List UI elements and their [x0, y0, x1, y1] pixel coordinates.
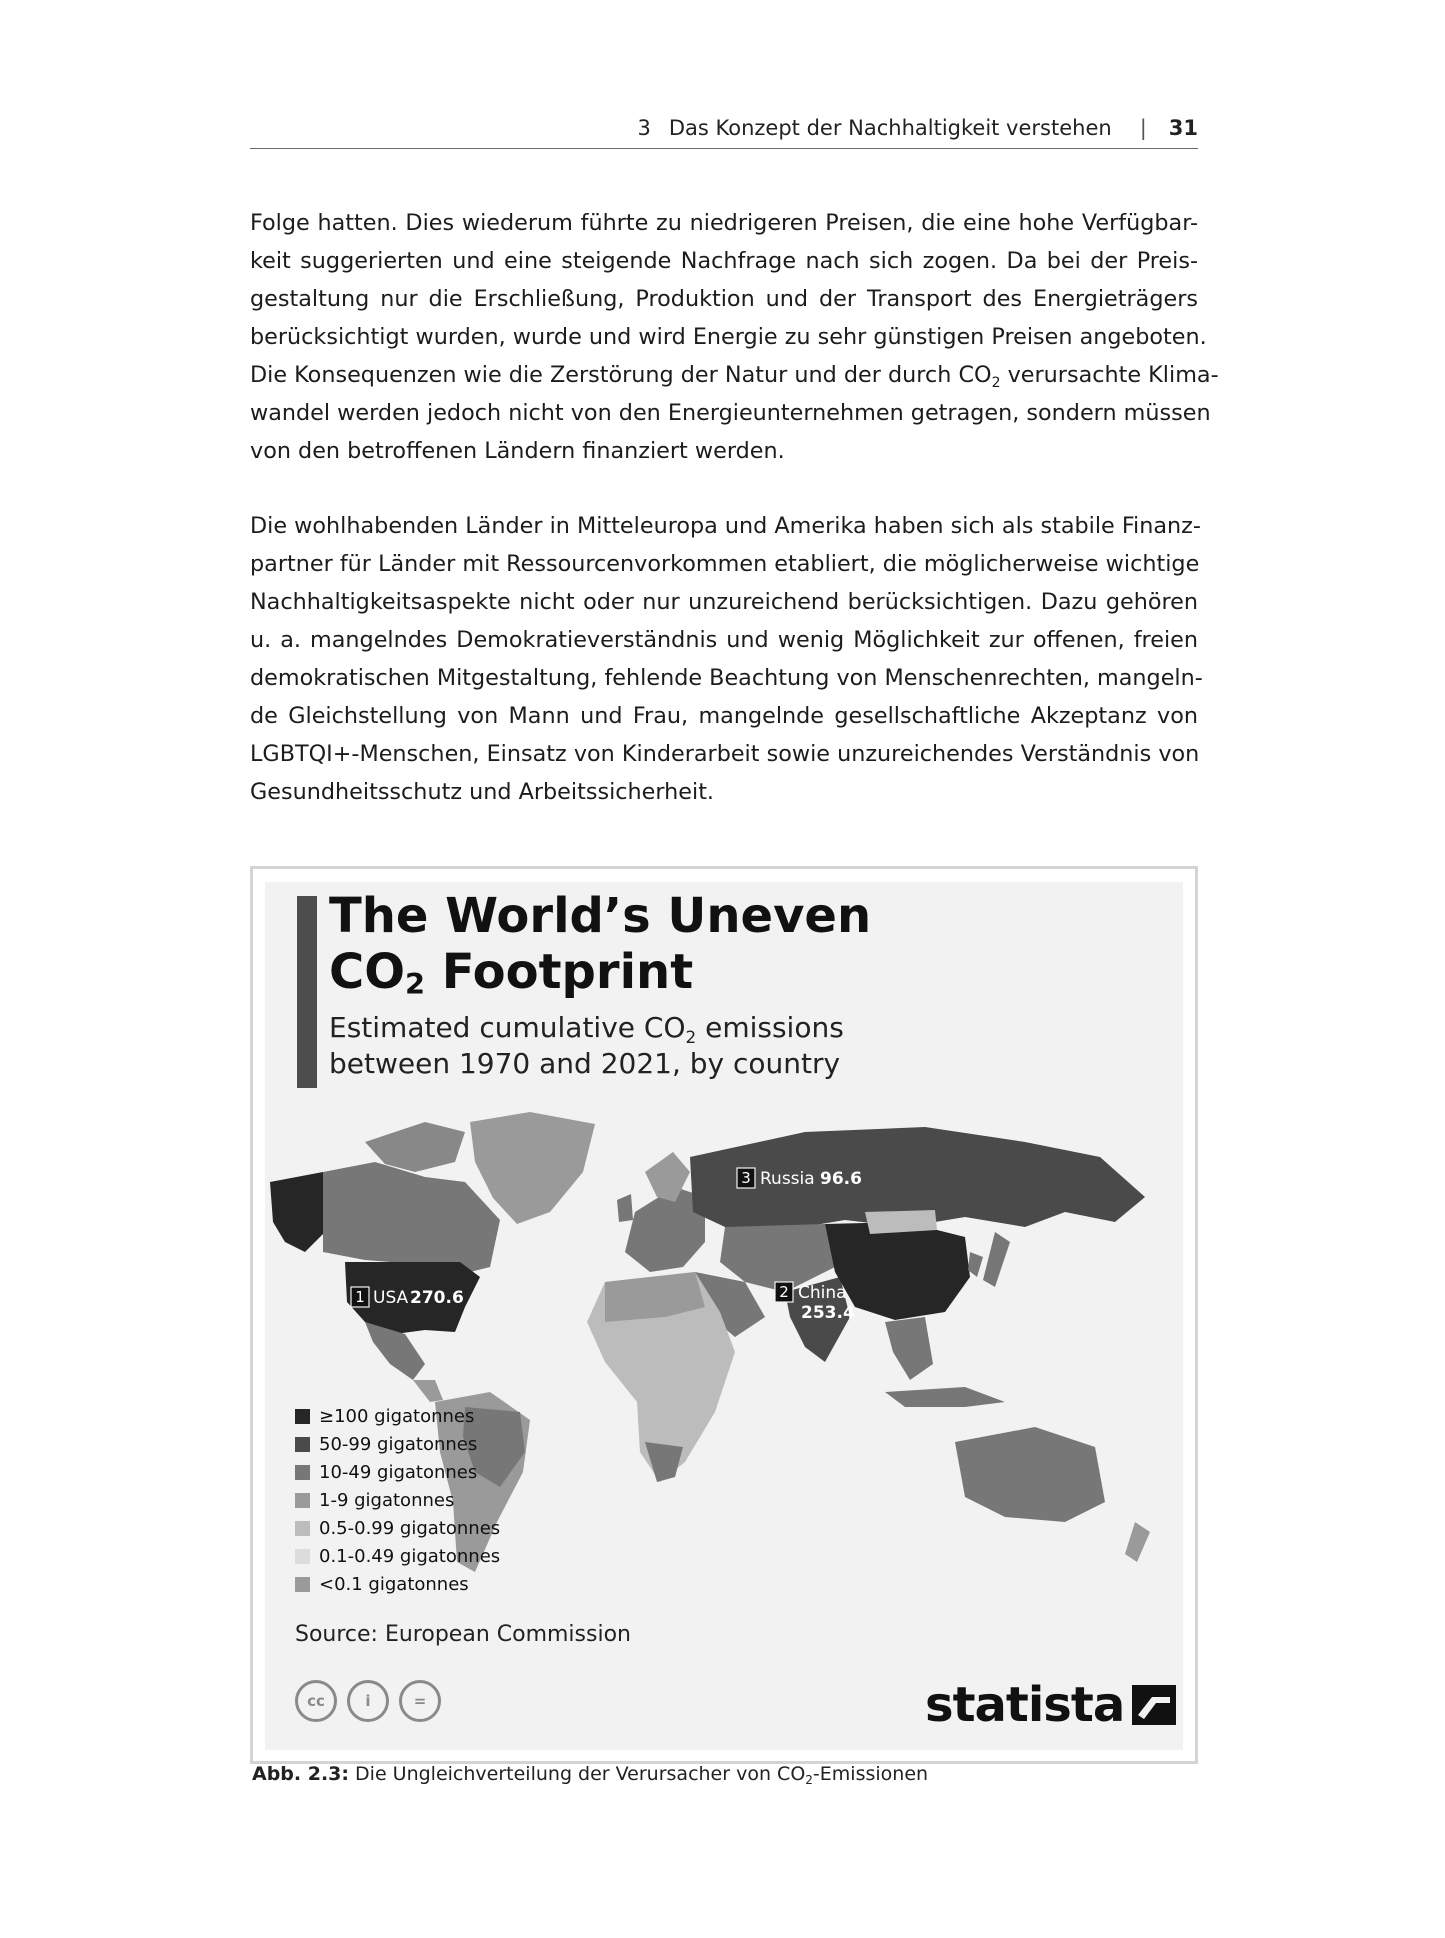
infographic-subtitle: [329, 1010, 1049, 1082]
cc-icon: cc: [295, 1680, 337, 1722]
legend-label: 0.1-0.49 gigatonnes: [319, 1545, 501, 1567]
text-line: de Gleichstellung von Mann und Frau, mangelnde gesellschaftliche Akzeptanz von: [250, 703, 1198, 729]
legend-swatch: [295, 1577, 310, 1592]
text-line: gestaltung nur die Erschließung, Produktion und der Transport des Energieträgers: [250, 286, 1198, 312]
legend-swatch: [295, 1493, 310, 1508]
legend-item: [295, 1402, 500, 1430]
legend-label: 0.5-0.99 gigatonnes: [319, 1517, 501, 1539]
attribution-icon: i: [347, 1680, 389, 1722]
legend-item: [295, 1570, 500, 1598]
chapter-title: Das Konzept der Nachhaltigkeit verstehen: [668, 116, 1112, 140]
source-note: Source: European Commission: [295, 1622, 631, 1647]
text-line: Gesundheitsschutz und Arbeitssicherheit.: [250, 779, 715, 805]
text-line: LGBTQI+-Menschen, Einsatz von Kinderarbeit sowie unzureichendes Verständnis von: [250, 741, 1200, 767]
text-line: Folge hatten. Dies wiederum führte zu niedrigeren Preisen, die eine hohe Verfügbar-: [250, 210, 1198, 236]
legend-item: [295, 1486, 500, 1514]
canada-shape: [323, 1162, 500, 1277]
title-fragment: CO: [329, 944, 406, 1000]
text-line: u. a. mangelndes Demokratieverständnis und wenig Möglichkeit zur offenen, freien: [250, 627, 1198, 653]
caption-text: -Emissionen: [812, 1763, 929, 1785]
subtitle-line: [329, 1010, 1049, 1046]
text-fragment: Die Konsequenzen wie die Zerstörung der Natur und der durch CO: [250, 362, 992, 388]
map-legend: [295, 1402, 500, 1598]
title-accent-bar: [297, 896, 317, 1088]
subscript: 2: [805, 1773, 813, 1787]
legend-swatch: [295, 1409, 310, 1424]
legend-label: <0.1 gigatonnes: [319, 1573, 469, 1595]
infographic-panel: [265, 882, 1183, 1750]
legend-swatch: [295, 1521, 310, 1536]
subtitle-fragment: Estimated cumulative CO: [329, 1011, 686, 1044]
caption-label: Abb. 2.3:: [252, 1763, 349, 1785]
license-icons: [295, 1680, 441, 1722]
subscript: 2: [991, 375, 1001, 391]
caption-text: Die Ungleichverteilung der Verursacher von CO: [349, 1763, 806, 1785]
figure-caption: [252, 1763, 928, 1785]
subscript: 2: [405, 967, 426, 1001]
legend-swatch: [295, 1465, 310, 1480]
chapter-number: 3: [637, 116, 651, 140]
text-line: Die wohlhabenden Länder in Mitteleuropa und Amerika haben sich als stabile Finanz-: [250, 513, 1201, 539]
china-rank: 2: [779, 1283, 789, 1301]
text-line: keit suggerierten und eine steigende Nachfrage nach sich zogen. Da bei der Preis-: [250, 248, 1198, 274]
legend-swatch: [295, 1549, 310, 1564]
usa-label: [351, 1287, 464, 1308]
mongolia-shape: [865, 1210, 937, 1234]
new-zealand-shape: [1125, 1522, 1150, 1562]
legend-label: 1-9 gigatonnes: [319, 1489, 455, 1511]
legend-swatch: [295, 1437, 310, 1452]
subtitle-fragment: emissions: [696, 1011, 844, 1044]
uk-shape: [617, 1194, 633, 1222]
text-line: [250, 356, 1219, 394]
text-line: Nachhaltigkeitsaspekte nicht oder nur unzureichend berücksichtigen. Dazu gehören: [250, 589, 1198, 615]
text-line: berücksichtigt wurden, wurde und wird Energie zu sehr günstigen Preisen angeboten.: [250, 324, 1207, 350]
statista-logo-icon: [1132, 1685, 1176, 1725]
legend-label: 10-49 gigatonnes: [319, 1461, 478, 1483]
legend-item: [295, 1430, 500, 1458]
subtitle-line: between 1970 and 2021, by country: [329, 1047, 841, 1080]
statista-wordmark: statista: [925, 1677, 1125, 1733]
infographic-title: [329, 888, 1049, 1000]
paragraph-1: [250, 204, 1219, 470]
japan-shape: [983, 1232, 1010, 1287]
usa-value: 270.6: [410, 1288, 464, 1308]
text-line: wandel werden jedoch nicht von den Energieunternehmen getragen, sondern müssen: [250, 400, 1211, 426]
statista-logo: [925, 1677, 1176, 1733]
title-line: [329, 944, 1049, 1000]
russia-value: 96.6: [820, 1169, 862, 1189]
indonesia-shape: [885, 1387, 1005, 1407]
title-line: The World’s Uneven: [329, 888, 872, 944]
title-fragment: Footprint: [425, 944, 694, 1000]
australia-shape: [955, 1427, 1105, 1522]
legend-item: [295, 1514, 500, 1542]
china-label: [775, 1282, 855, 1323]
header-separator: |: [1139, 116, 1147, 140]
text-line: demokratischen Mitgestaltung, fehlende Beachtung von Menschenrechten, mangeln-: [250, 665, 1203, 691]
southeast-asia-shape: [885, 1317, 933, 1380]
usa-rank: 1: [355, 1288, 365, 1306]
subscript: 2: [685, 1027, 697, 1047]
alaska-shape: [270, 1172, 325, 1252]
legend-label: ≥100 gigatonnes: [319, 1405, 475, 1427]
greenland-shape: [470, 1112, 595, 1224]
korea-shape: [968, 1252, 983, 1277]
china-value: 253.4: [801, 1303, 855, 1323]
text-line: von den betroffenen Ländern finanziert werden.: [250, 438, 785, 464]
legend-label: 50-99 gigatonnes: [319, 1433, 478, 1455]
no-derivatives-icon: =: [399, 1680, 441, 1722]
text-line: partner für Länder mit Ressourcenvorkommen etabliert, die möglicherweise wichtige: [250, 551, 1200, 577]
text-fragment: verursachte Klima-: [1000, 362, 1219, 388]
legend-item: [295, 1542, 500, 1570]
legend-item: [295, 1458, 500, 1486]
russia-rank: 3: [741, 1169, 751, 1187]
infographic-figure: [250, 866, 1198, 1764]
china-name: China: [798, 1283, 847, 1303]
russia-name: Russia: [760, 1169, 815, 1189]
usa-name: USA: [373, 1288, 409, 1308]
page-number: 31: [1168, 116, 1198, 140]
paragraph-2: [250, 507, 1203, 811]
running-header: [250, 108, 1198, 149]
central-america-shape: [413, 1380, 443, 1402]
